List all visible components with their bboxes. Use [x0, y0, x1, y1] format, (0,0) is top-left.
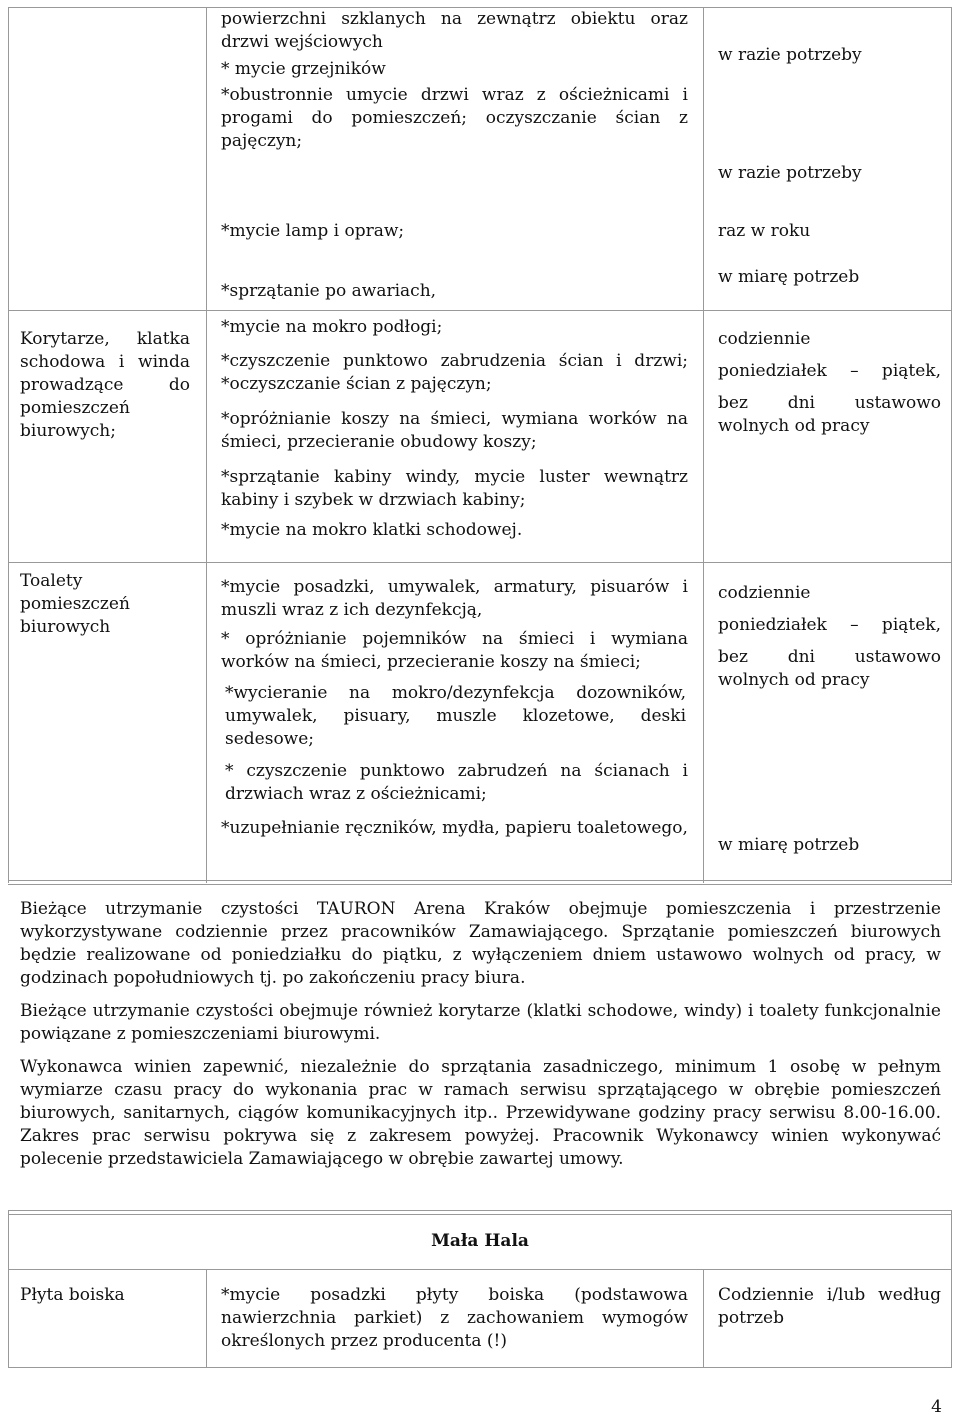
- frequency-label: Codziennie i/lub według potrzeb: [718, 1285, 941, 1328]
- frequency-label: raz w roku: [718, 221, 811, 241]
- section-title: Mała Hala: [431, 1231, 529, 1251]
- table-border-right: [951, 7, 952, 883]
- task-item: *opróżnianie koszy na śmieci, wymiana worków na śmieci, przecieranie obudowy koszy;: [221, 409, 688, 452]
- task-item: *mycie posadzki płyty boiska (podstawowa nawierzchnia parkiet) z zachowaniem wymogów określonych przez producenta (!): [221, 1285, 688, 1351]
- area-label: Płyta boiska: [20, 1285, 125, 1305]
- frequency-list: [718, 582, 941, 692]
- task-item: *sprzątanie po awariach,: [221, 281, 437, 301]
- task-item: powierzchni szklanych na zewnątrz obiektu oraz drzwi wejściowych: [221, 9, 688, 52]
- frequency-label: codziennie: [718, 583, 811, 603]
- task-item: *wycieranie na mokro/dezynfekcja dozowników, umywalek, pisuary, muszle klozetowe, deski sedesowe;: [225, 683, 686, 749]
- task-item: * czyszczenie punktowo zabrudzeń na ścianach i drzwiach wraz z ościeżnicami;: [225, 761, 688, 804]
- task-item: * mycie grzejników: [221, 59, 386, 79]
- task-item: *mycie na mokro podłogi;: [221, 317, 443, 337]
- frequency-label: w miarę potrzeb: [718, 267, 860, 287]
- frequency-label: w miarę potrzeb: [718, 835, 860, 855]
- task-item: *mycie posadzki, umywalek, armatury, pisuarów i muszli wraz z ich dezynfekcją,: [221, 577, 688, 620]
- task-item: *czyszczenie punktowo zabrudzenia ścian i drzwi; *oczyszczanie ścian z pajęczyn;: [221, 351, 688, 394]
- page-number: 4: [931, 1397, 942, 1417]
- task-list: [221, 576, 688, 840]
- body-text: [20, 898, 941, 1171]
- frequency-label: bez dni ustawowo wolnych od pracy: [718, 393, 941, 436]
- frequency-label: codziennie: [718, 329, 811, 349]
- paragraph: Bieżące utrzymanie czystości obejmuje również korytarze (klatki schodowe, windy) i toalety funkcjonalnie powiązane z pomieszczeniami biurowymi.: [20, 1001, 941, 1044]
- column-divider: [206, 1269, 207, 1368]
- frequency-label: w razie potrzeby: [718, 163, 862, 183]
- task-item: *mycie na mokro klatki schodowej.: [221, 520, 523, 540]
- frequency-list: [718, 328, 941, 438]
- task-item: * opróżnianie pojemników na śmieci i wymiana worków na śmieci, przecieranie koszy na śmieci;: [221, 629, 688, 672]
- row-divider: [8, 310, 952, 311]
- table-border-left: [8, 7, 9, 883]
- paragraph: Wykonawca winien zapewnić, niezależnie do sprzątania zasadniczego, minimum 1 osobę w pełnym wymiarze czasu pracy do wykonania prac w ramach serwisu sprzątającego w obrębie pomieszczeń biurowych, sanitarnych, ciągów komunikacyjnych itp.. Przewidywane godziny pracy serwisu 8.00-16.00. Zakres prac serwisu pokrywa się z zakresem powyżej. Pracownik Wykonawcy winien wykonywać polecenie przedstawiciela Zamawiającego w obrębie zawartej umowy.: [20, 1057, 941, 1169]
- row-divider: [8, 562, 952, 563]
- column-divider: [703, 7, 704, 883]
- frequency-label: poniedziałek – piątek,: [718, 615, 941, 635]
- task-item: *uzupełnianie ręczników, mydła, papieru toaletowego,: [221, 818, 688, 838]
- task-list: [221, 316, 688, 542]
- column-divider: [703, 1269, 704, 1368]
- frequency-label: bez dni ustawowo wolnych od pracy: [718, 647, 941, 690]
- area-label: Toalety pomieszczeń biurowych: [20, 571, 130, 637]
- table-border-bottom: [8, 880, 952, 885]
- table-border-top: [8, 1210, 952, 1215]
- task-item: *sprzątanie kabiny windy, mycie luster wewnątrz kabiny i szybek w drzwiach kabiny;: [221, 467, 688, 510]
- table-border-bottom: [8, 1367, 952, 1368]
- row-divider: [8, 1269, 952, 1270]
- task-list: [221, 8, 688, 301]
- area-label: Korytarze, klatka schodowa i winda prowadzące do pomieszczeń biurowych;: [20, 329, 190, 441]
- task-item: *obustronnie umycie drzwi wraz z ościeżnicami i progami do pomieszczeń; oczyszczanie ścian z pajęczyn;: [221, 85, 688, 151]
- task-item: *mycie lamp i opraw;: [221, 221, 405, 241]
- frequency-label: poniedziałek – piątek,: [718, 361, 941, 381]
- paragraph: Bieżące utrzymanie czystości TAURON Arena Kraków obejmuje pomieszczenia i przestrzenie wykorzystywane codziennie przez pracowników Zamawiającego. Sprzątanie pomieszczeń biurowych będzie realizowane od poniedziałku do piątku, z wyłączeniem dniem ustawowo wolnych od pracy, w godzinach popołudniowych tj. po zakończeniu pracy biura.: [20, 899, 941, 988]
- column-divider: [206, 7, 207, 883]
- frequency-label: w razie potrzeby: [718, 45, 862, 65]
